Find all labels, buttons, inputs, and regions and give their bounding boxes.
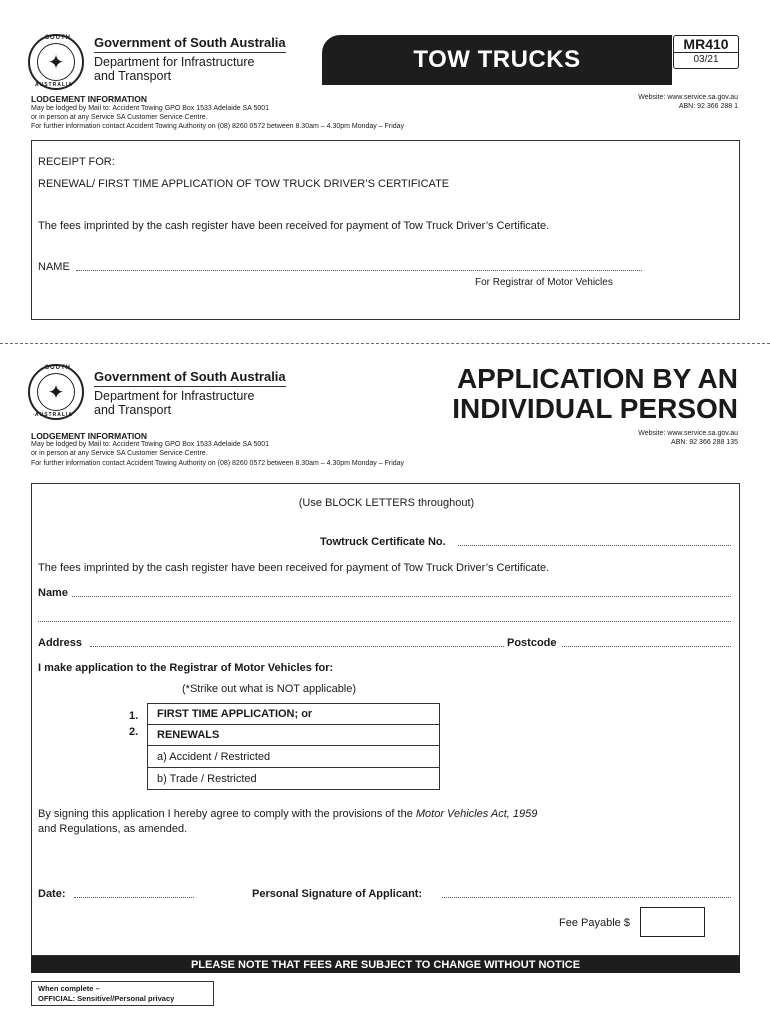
name-label: Name xyxy=(38,587,68,599)
website: Website: www.service.sa.gov.au xyxy=(638,94,738,101)
registrar-label: For Registrar of Motor Vehicles xyxy=(475,277,613,288)
lodgement-line2: or in person at any Service SA Customer Service Centre. xyxy=(31,114,208,121)
gov-divider-2 xyxy=(94,386,286,387)
form-banner xyxy=(322,35,672,85)
signature-field[interactable] xyxy=(442,897,731,898)
seal-emblem-icon: ✦ xyxy=(37,373,75,411)
gov-divider xyxy=(94,52,286,53)
option1-number: 1. xyxy=(129,710,139,722)
seal-text-top: SOUTH xyxy=(45,365,71,371)
cut-line xyxy=(0,343,770,344)
app-fees-text: The fees imprinted by the cash register have been received for payment of Tow Truck Driver’s Certificate. xyxy=(38,562,550,574)
lodgement-line1: May be lodged by Mail to: Accident Towing GPO Box 1533 Adelaide SA 5001 xyxy=(31,105,270,112)
sa-government-seal xyxy=(28,34,84,90)
form-date: 03/21 xyxy=(674,52,738,67)
agreement-text-pre: By signing this application I hereby agree to comply with the provisions of the xyxy=(38,808,416,820)
seal-text-top: SOUTH xyxy=(45,35,71,41)
dept-line1-2: Department for Infrastructure xyxy=(94,389,255,403)
classification-box xyxy=(31,981,214,1006)
option-renewals[interactable]: RENEWALS xyxy=(147,725,440,746)
website-2: Website: www.service.sa.gov.au xyxy=(638,430,738,437)
form-code: MR410 xyxy=(683,36,729,52)
form-code-box xyxy=(673,35,739,69)
when-complete-label: When complete – xyxy=(38,984,100,993)
classification-label: OFFICIAL: Sensitive//Personal privacy xyxy=(38,994,175,1003)
fee-payable-label: Fee Payable $ xyxy=(559,917,630,929)
options-table xyxy=(147,703,440,790)
banner-title: TOW TRUCKS xyxy=(413,46,581,73)
signature-label: Personal Signature of Applicant: xyxy=(252,888,423,900)
option2-number: 2. xyxy=(129,726,139,738)
option-first-time[interactable]: FIRST TIME APPLICATION; or xyxy=(147,703,440,725)
seal-text-bottom: AUSTRALIA xyxy=(35,82,73,88)
lodgement-heading: LODGEMENT INFORMATION xyxy=(31,94,147,104)
name-field[interactable] xyxy=(72,596,731,597)
renewal-line: RENEWAL/ FIRST TIME APPLICATION OF TOW TRUCK DRIVER’S CERTIFICATE xyxy=(38,178,450,190)
abn: ABN: 92 366 288 1 xyxy=(678,103,738,110)
make-application-label: I make application to the Registrar of Motor Vehicles for: xyxy=(38,662,334,674)
title-line2: INDIVIDUAL PERSON xyxy=(452,393,738,424)
title-line1: APPLICATION BY AN xyxy=(456,363,738,394)
abn-2: ABN: 92 366 288 135 xyxy=(671,439,738,446)
strike-out-note: (*Strike out what is NOT applicable) xyxy=(182,683,357,695)
agreement-act-name: Motor Vehicles Act, 1959 xyxy=(415,808,538,820)
lodgement-line2-2: or in person at any Service SA Customer Service Centre. xyxy=(31,450,208,457)
seal-emblem-icon: ✦ xyxy=(37,43,75,81)
address-label: Address xyxy=(38,637,83,649)
receipt-name-label: NAME xyxy=(38,261,70,273)
date-label: Date: xyxy=(38,888,66,900)
cert-no-label: Towtruck Certificate No. xyxy=(320,536,446,548)
receipt-box xyxy=(31,140,740,320)
lodgement-heading-2: LODGEMENT INFORMATION xyxy=(31,431,147,441)
gov-title: Government of South Australia xyxy=(94,35,286,50)
agreement-text xyxy=(38,808,537,820)
dept-line2-2: and Transport xyxy=(94,403,172,417)
lodgement-line3-2: For further information contact Accident Towing Authority on (08) 8260 0572 between 8.30am – 4.30pm Monday – Friday xyxy=(31,460,405,467)
receipt-fees-text: The fees imprinted by the cash register have been received for payment of Tow Truck Driver’s Certificate. xyxy=(38,220,550,232)
fee-change-notice: PLEASE NOTE THAT FEES ARE SUBJECT TO CHANGE WITHOUT NOTICE xyxy=(31,956,740,973)
postcode-label: Postcode xyxy=(507,637,557,649)
option-accident-restricted[interactable]: a) Accident / Restricted xyxy=(147,746,440,768)
gov-title-2: Government of South Australia xyxy=(94,369,286,384)
receipt-name-field[interactable] xyxy=(76,270,642,271)
lodgement-line3: For further information contact Accident Towing Authority on (08) 8260 0572 between 8.30am – 4.30pm Monday – Friday xyxy=(31,123,405,130)
block-letters-note: (Use BLOCK LETTERS throughout) xyxy=(298,497,475,509)
postcode-field[interactable] xyxy=(562,646,731,647)
fee-payable-field[interactable] xyxy=(640,907,705,937)
cert-no-field[interactable] xyxy=(458,545,731,546)
seal-text-bottom: AUSTRALIA xyxy=(35,412,73,418)
address-field[interactable] xyxy=(90,646,504,647)
application-box xyxy=(31,483,740,956)
agreement-text-line2: and Regulations, as amended. xyxy=(38,823,188,835)
dept-line1: Department for Infrastructure xyxy=(94,55,255,69)
application-title xyxy=(452,364,738,424)
dept-line2: and Transport xyxy=(94,69,172,83)
lodgement-line1-2: May be lodged by Mail to: Accident Towing GPO Box 1533 Adelaide SA 5001 xyxy=(31,441,270,448)
receipt-for-label: RECEIPT FOR: xyxy=(38,156,115,168)
name-field-line2[interactable] xyxy=(38,621,731,622)
sa-government-seal-2 xyxy=(28,364,84,420)
option-trade-restricted[interactable]: b) Trade / Restricted xyxy=(147,768,440,790)
date-field[interactable] xyxy=(74,897,194,898)
